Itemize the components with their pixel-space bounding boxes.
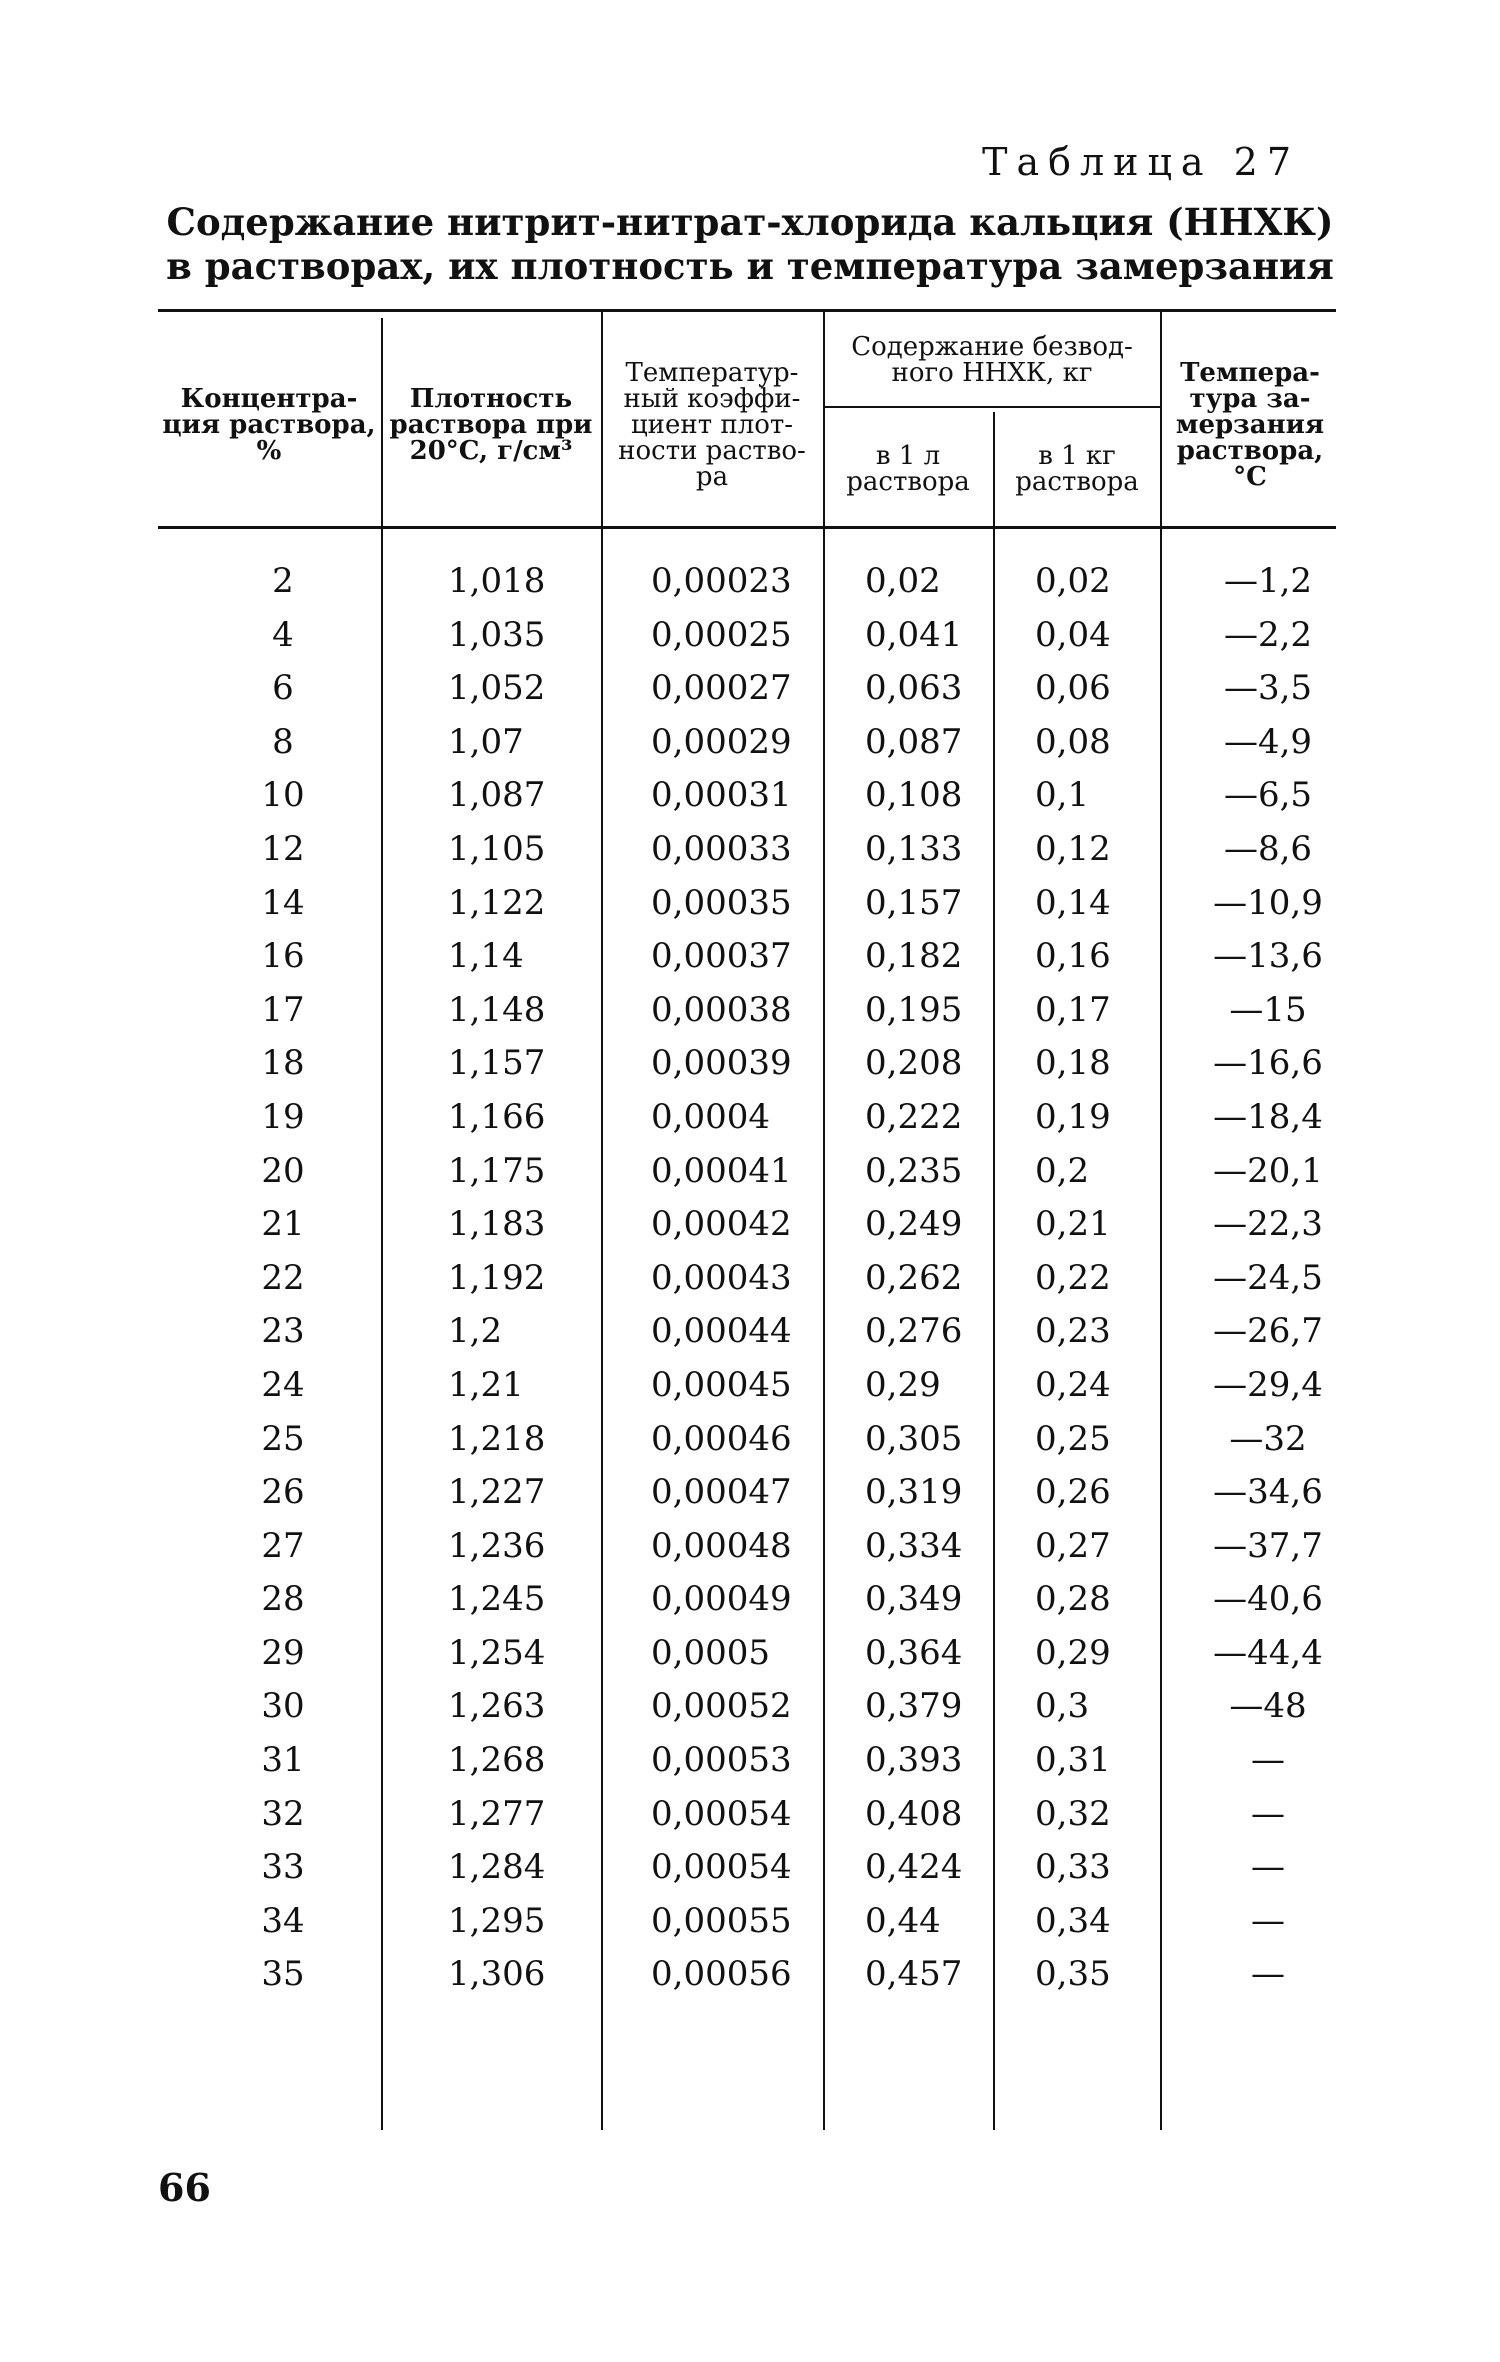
density-cell: 1,284 bbox=[448, 1847, 546, 1888]
table-title-line-2: в растворах, их плотность и температура замерзания bbox=[166, 244, 1334, 288]
table-row bbox=[158, 609, 1336, 663]
freezing-temp-cell: —2,2 bbox=[1223, 614, 1313, 655]
table-row bbox=[158, 1520, 1336, 1574]
concentration-cell: 31 bbox=[261, 1740, 305, 1781]
density-cell: 1,14 bbox=[448, 936, 524, 977]
per-liter-cell: 0,208 bbox=[865, 1043, 963, 1084]
density-cell: 1,245 bbox=[448, 1579, 546, 1620]
table-row bbox=[158, 1895, 1336, 1949]
per-liter-cell: 0,182 bbox=[865, 936, 963, 977]
concentration-cell: 6 bbox=[272, 668, 294, 709]
concentration-cell: 27 bbox=[261, 1525, 305, 1566]
per-liter-cell: 0,249 bbox=[865, 1204, 963, 1245]
density-cell: 1,227 bbox=[448, 1472, 546, 1513]
concentration-cell: 17 bbox=[261, 989, 305, 1030]
density-cell: 1,254 bbox=[448, 1632, 546, 1673]
temp-coefficient-cell: 0,00044 bbox=[651, 1311, 792, 1352]
per-liter-cell: 0,02 bbox=[865, 561, 941, 601]
per-kg-cell: 0,1 bbox=[1035, 775, 1090, 816]
per-liter-cell: 0,393 bbox=[865, 1740, 963, 1781]
per-kg-cell: 0,2 bbox=[1035, 1150, 1090, 1191]
temp-coefficient-cell: 0,00039 bbox=[651, 1043, 792, 1084]
freezing-temp-cell: —44,4 bbox=[1213, 1632, 1323, 1673]
header-temp-coefficient: Температур-ный коэффи-циент плот-ности раство-ра bbox=[618, 358, 806, 492]
per-liter-cell: 0,44 bbox=[865, 1900, 941, 1941]
header-per-kg: в 1 кг раствора bbox=[1015, 441, 1139, 497]
temp-coefficient-cell: 0,00048 bbox=[651, 1525, 792, 1566]
table-row bbox=[158, 1145, 1336, 1199]
density-cell: 1,306 bbox=[448, 1954, 546, 1995]
per-kg-cell: 0,06 bbox=[1035, 668, 1111, 709]
freezing-temp-cell: — bbox=[1251, 1793, 1285, 1834]
table-row bbox=[158, 1198, 1336, 1252]
freezing-temp-cell: —8,6 bbox=[1223, 828, 1313, 869]
density-cell: 1,268 bbox=[448, 1740, 546, 1781]
density-cell: 1,166 bbox=[448, 1096, 546, 1137]
table-row bbox=[158, 930, 1336, 984]
freezing-temp-cell: —40,6 bbox=[1213, 1579, 1323, 1620]
freezing-temp-cell: —32 bbox=[1229, 1418, 1307, 1459]
concentration-cell: 26 bbox=[261, 1472, 305, 1513]
temp-coefficient-cell: 0,00031 bbox=[651, 775, 792, 816]
per-liter-cell: 0,041 bbox=[865, 614, 963, 655]
temp-coefficient-cell: 0,00041 bbox=[651, 1150, 792, 1191]
concentration-cell: 8 bbox=[272, 721, 294, 762]
per-liter-cell: 0,157 bbox=[865, 882, 963, 923]
per-liter-cell: 0,133 bbox=[865, 828, 963, 869]
freezing-temp-cell: —16,6 bbox=[1213, 1043, 1323, 1084]
table-body bbox=[158, 555, 1336, 2002]
per-kg-cell: 0,3 bbox=[1035, 1686, 1090, 1727]
page-number: 66 bbox=[158, 2165, 211, 2210]
per-liter-cell: 0,222 bbox=[865, 1096, 963, 1137]
table-row bbox=[158, 769, 1336, 823]
concentration-cell: 19 bbox=[261, 1096, 305, 1137]
density-cell: 1,295 bbox=[448, 1900, 546, 1941]
density-cell: 1,236 bbox=[448, 1525, 546, 1566]
temp-coefficient-cell: 0,00056 bbox=[651, 1954, 792, 1995]
per-liter-cell: 0,108 bbox=[865, 775, 963, 816]
density-cell: 1,087 bbox=[448, 775, 546, 816]
concentration-cell: 32 bbox=[261, 1793, 305, 1834]
temp-coefficient-cell: 0,00053 bbox=[651, 1740, 792, 1781]
density-cell: 1,052 bbox=[448, 668, 546, 709]
per-kg-cell: 0,14 bbox=[1035, 882, 1111, 923]
density-cell: 1,175 bbox=[448, 1150, 546, 1191]
per-kg-cell: 0,32 bbox=[1035, 1793, 1111, 1834]
concentration-cell: 28 bbox=[261, 1579, 305, 1620]
density-cell: 1,183 bbox=[448, 1204, 546, 1245]
temp-coefficient-cell: 0,0004 bbox=[651, 1096, 770, 1137]
density-cell: 1,148 bbox=[448, 989, 546, 1030]
per-kg-cell: 0,29 bbox=[1035, 1632, 1111, 1673]
per-kg-cell: 0,24 bbox=[1035, 1364, 1111, 1405]
freezing-temp-cell: —24,5 bbox=[1213, 1257, 1323, 1298]
per-liter-cell: 0,305 bbox=[865, 1418, 963, 1459]
freezing-temp-cell: —29,4 bbox=[1213, 1364, 1323, 1405]
density-cell: 1,21 bbox=[448, 1364, 524, 1405]
concentration-cell: 25 bbox=[261, 1418, 305, 1459]
concentration-cell: 16 bbox=[261, 936, 305, 977]
per-liter-cell: 0,276 bbox=[865, 1311, 963, 1352]
per-kg-cell: 0,34 bbox=[1035, 1900, 1111, 1941]
temp-coefficient-cell: 0,00029 bbox=[651, 721, 792, 762]
per-kg-cell: 0,16 bbox=[1035, 936, 1111, 977]
temp-coefficient-cell: 0,00037 bbox=[651, 936, 792, 977]
freezing-temp-cell: —48 bbox=[1229, 1686, 1307, 1727]
per-liter-cell: 0,349 bbox=[865, 1579, 963, 1620]
per-kg-cell: 0,21 bbox=[1035, 1204, 1111, 1245]
temp-coefficient-cell: 0,00027 bbox=[651, 668, 792, 709]
density-cell: 1,263 bbox=[448, 1686, 546, 1727]
per-kg-cell: 0,08 bbox=[1035, 721, 1111, 762]
temp-coefficient-cell: 0,00043 bbox=[651, 1257, 792, 1298]
freezing-temp-cell: —37,7 bbox=[1213, 1525, 1323, 1566]
freezing-temp-cell: — bbox=[1251, 1954, 1285, 1995]
freezing-temp-cell: —4,9 bbox=[1223, 721, 1313, 762]
table-row bbox=[158, 1413, 1336, 1467]
concentration-cell: 30 bbox=[261, 1686, 305, 1727]
per-liter-cell: 0,319 bbox=[865, 1472, 963, 1513]
per-kg-cell: 0,19 bbox=[1035, 1096, 1111, 1137]
table-row bbox=[158, 662, 1336, 716]
concentration-cell: 18 bbox=[261, 1043, 305, 1084]
temp-coefficient-cell: 0,00054 bbox=[651, 1847, 792, 1888]
header-anhydrous-content: Содержание безвод-ного ННХК, кг bbox=[851, 332, 1133, 388]
freezing-temp-cell: —10,9 bbox=[1213, 882, 1323, 923]
freezing-temp-cell: —20,1 bbox=[1213, 1150, 1323, 1191]
freezing-temp-cell: —1,2 bbox=[1223, 561, 1313, 601]
table-row bbox=[158, 1788, 1336, 1842]
temp-coefficient-cell: 0,00055 bbox=[651, 1900, 792, 1941]
per-kg-cell: 0,04 bbox=[1035, 614, 1111, 655]
per-kg-cell: 0,12 bbox=[1035, 828, 1111, 869]
per-liter-cell: 0,408 bbox=[865, 1793, 963, 1834]
freezing-temp-cell: — bbox=[1251, 1847, 1285, 1888]
per-kg-cell: 0,35 bbox=[1035, 1954, 1111, 1995]
per-liter-cell: 0,262 bbox=[865, 1257, 963, 1298]
table-title bbox=[150, 200, 1350, 288]
freezing-temp-cell: —26,7 bbox=[1213, 1311, 1323, 1352]
table-row bbox=[158, 1627, 1336, 1681]
freezing-temp-cell: —6,5 bbox=[1223, 775, 1313, 816]
temp-coefficient-cell: 0,00054 bbox=[651, 1793, 792, 1834]
temp-coefficient-cell: 0,00025 bbox=[651, 614, 792, 655]
freezing-temp-cell: —34,6 bbox=[1213, 1472, 1323, 1513]
per-kg-cell: 0,28 bbox=[1035, 1579, 1111, 1620]
freezing-temp-cell: —3,5 bbox=[1223, 668, 1313, 709]
per-kg-cell: 0,31 bbox=[1035, 1740, 1111, 1781]
table-row bbox=[158, 1466, 1336, 1520]
concentration-cell: 24 bbox=[261, 1364, 305, 1405]
table-row bbox=[158, 1305, 1336, 1359]
table-row bbox=[158, 1948, 1336, 2002]
temp-coefficient-cell: 0,00045 bbox=[651, 1364, 792, 1405]
concentration-cell: 10 bbox=[261, 775, 305, 816]
header-density: Плотность раствора при 20°C, г/см³ bbox=[389, 384, 593, 466]
group-header-rule bbox=[825, 406, 1160, 408]
temp-coefficient-cell: 0,00052 bbox=[651, 1686, 792, 1727]
temp-coefficient-cell: 0,00046 bbox=[651, 1418, 792, 1459]
per-kg-cell: 0,18 bbox=[1035, 1043, 1111, 1084]
concentration-cell: 20 bbox=[261, 1150, 305, 1191]
table-row bbox=[158, 1252, 1336, 1306]
per-kg-cell: 0,26 bbox=[1035, 1472, 1111, 1513]
temp-coefficient-cell: 0,00049 bbox=[651, 1579, 792, 1620]
per-kg-cell: 0,27 bbox=[1035, 1525, 1111, 1566]
temp-coefficient-cell: 0,00033 bbox=[651, 828, 792, 869]
density-cell: 1,07 bbox=[448, 721, 524, 762]
table-number: Таблица 27 bbox=[982, 140, 1300, 184]
freezing-temp-cell: — bbox=[1251, 1740, 1285, 1781]
temp-coefficient-cell: 0,00023 bbox=[651, 561, 792, 601]
density-cell: 1,277 bbox=[448, 1793, 546, 1834]
table-row bbox=[158, 1573, 1336, 1627]
table-row bbox=[158, 823, 1336, 877]
per-liter-cell: 0,379 bbox=[865, 1686, 963, 1727]
concentration-cell: 33 bbox=[261, 1847, 305, 1888]
per-kg-cell: 0,25 bbox=[1035, 1418, 1111, 1459]
freezing-temp-cell: —15 bbox=[1229, 989, 1307, 1030]
density-cell: 1,157 bbox=[448, 1043, 546, 1084]
table-row bbox=[158, 1734, 1336, 1788]
freezing-temp-cell: —22,3 bbox=[1213, 1204, 1323, 1245]
per-kg-cell: 0,33 bbox=[1035, 1847, 1111, 1888]
concentration-cell: 4 bbox=[272, 614, 294, 655]
per-liter-cell: 0,424 bbox=[865, 1847, 963, 1888]
per-kg-cell: 0,22 bbox=[1035, 1257, 1111, 1298]
temp-coefficient-cell: 0,00038 bbox=[651, 989, 792, 1030]
per-liter-cell: 0,364 bbox=[865, 1632, 963, 1673]
per-liter-cell: 0,334 bbox=[865, 1525, 963, 1566]
concentration-cell: 35 bbox=[261, 1954, 305, 1995]
table-row bbox=[158, 1037, 1336, 1091]
table-row bbox=[158, 555, 1336, 609]
density-cell: 1,122 bbox=[448, 882, 546, 923]
table-row bbox=[158, 1680, 1336, 1734]
per-liter-cell: 0,29 bbox=[865, 1364, 941, 1405]
concentration-cell: 23 bbox=[261, 1311, 305, 1352]
freezing-temp-cell: — bbox=[1251, 1900, 1285, 1941]
concentration-cell: 29 bbox=[261, 1632, 305, 1673]
freezing-temp-cell: —13,6 bbox=[1213, 936, 1323, 977]
concentration-cell: 2 bbox=[272, 561, 294, 601]
temp-coefficient-cell: 0,0005 bbox=[651, 1632, 770, 1673]
density-cell: 1,218 bbox=[448, 1418, 546, 1459]
density-cell: 1,018 bbox=[448, 561, 546, 601]
freezing-temp-cell: —18,4 bbox=[1213, 1096, 1323, 1137]
table-row bbox=[158, 877, 1336, 931]
per-liter-cell: 0,195 bbox=[865, 989, 963, 1030]
temp-coefficient-cell: 0,00047 bbox=[651, 1472, 792, 1513]
per-kg-cell: 0,17 bbox=[1035, 989, 1111, 1030]
table-row bbox=[158, 1091, 1336, 1145]
per-liter-cell: 0,457 bbox=[865, 1954, 963, 1995]
per-liter-cell: 0,087 bbox=[865, 721, 963, 762]
header-freezing-temp: Темпера-тура за-мерзания раствора, °C bbox=[1175, 358, 1325, 492]
concentration-cell: 14 bbox=[261, 882, 305, 923]
density-cell: 1,192 bbox=[448, 1257, 546, 1298]
per-liter-cell: 0,063 bbox=[865, 668, 963, 709]
per-kg-cell: 0,02 bbox=[1035, 561, 1111, 601]
per-kg-cell: 0,23 bbox=[1035, 1311, 1111, 1352]
temp-coefficient-cell: 0,00035 bbox=[651, 882, 792, 923]
concentration-cell: 21 bbox=[261, 1204, 305, 1245]
density-cell: 1,2 bbox=[448, 1311, 503, 1352]
temp-coefficient-cell: 0,00042 bbox=[651, 1204, 792, 1245]
table-row bbox=[158, 716, 1336, 770]
density-cell: 1,035 bbox=[448, 614, 546, 655]
table-row bbox=[158, 984, 1336, 1038]
density-cell: 1,105 bbox=[448, 828, 546, 869]
table-row bbox=[158, 1841, 1336, 1895]
table-title-line-1: Содержание нитрит-нитрат-хлорида кальция (ННХК) bbox=[166, 200, 1334, 244]
per-liter-cell: 0,235 bbox=[865, 1150, 963, 1191]
concentration-cell: 12 bbox=[261, 828, 305, 869]
table-row bbox=[158, 1359, 1336, 1413]
concentration-cell: 22 bbox=[261, 1257, 305, 1298]
header-concentration: Концентра-ция раствора, % bbox=[162, 384, 376, 466]
header-per-liter: в 1 л раствора bbox=[846, 441, 970, 497]
concentration-cell: 34 bbox=[261, 1900, 305, 1941]
